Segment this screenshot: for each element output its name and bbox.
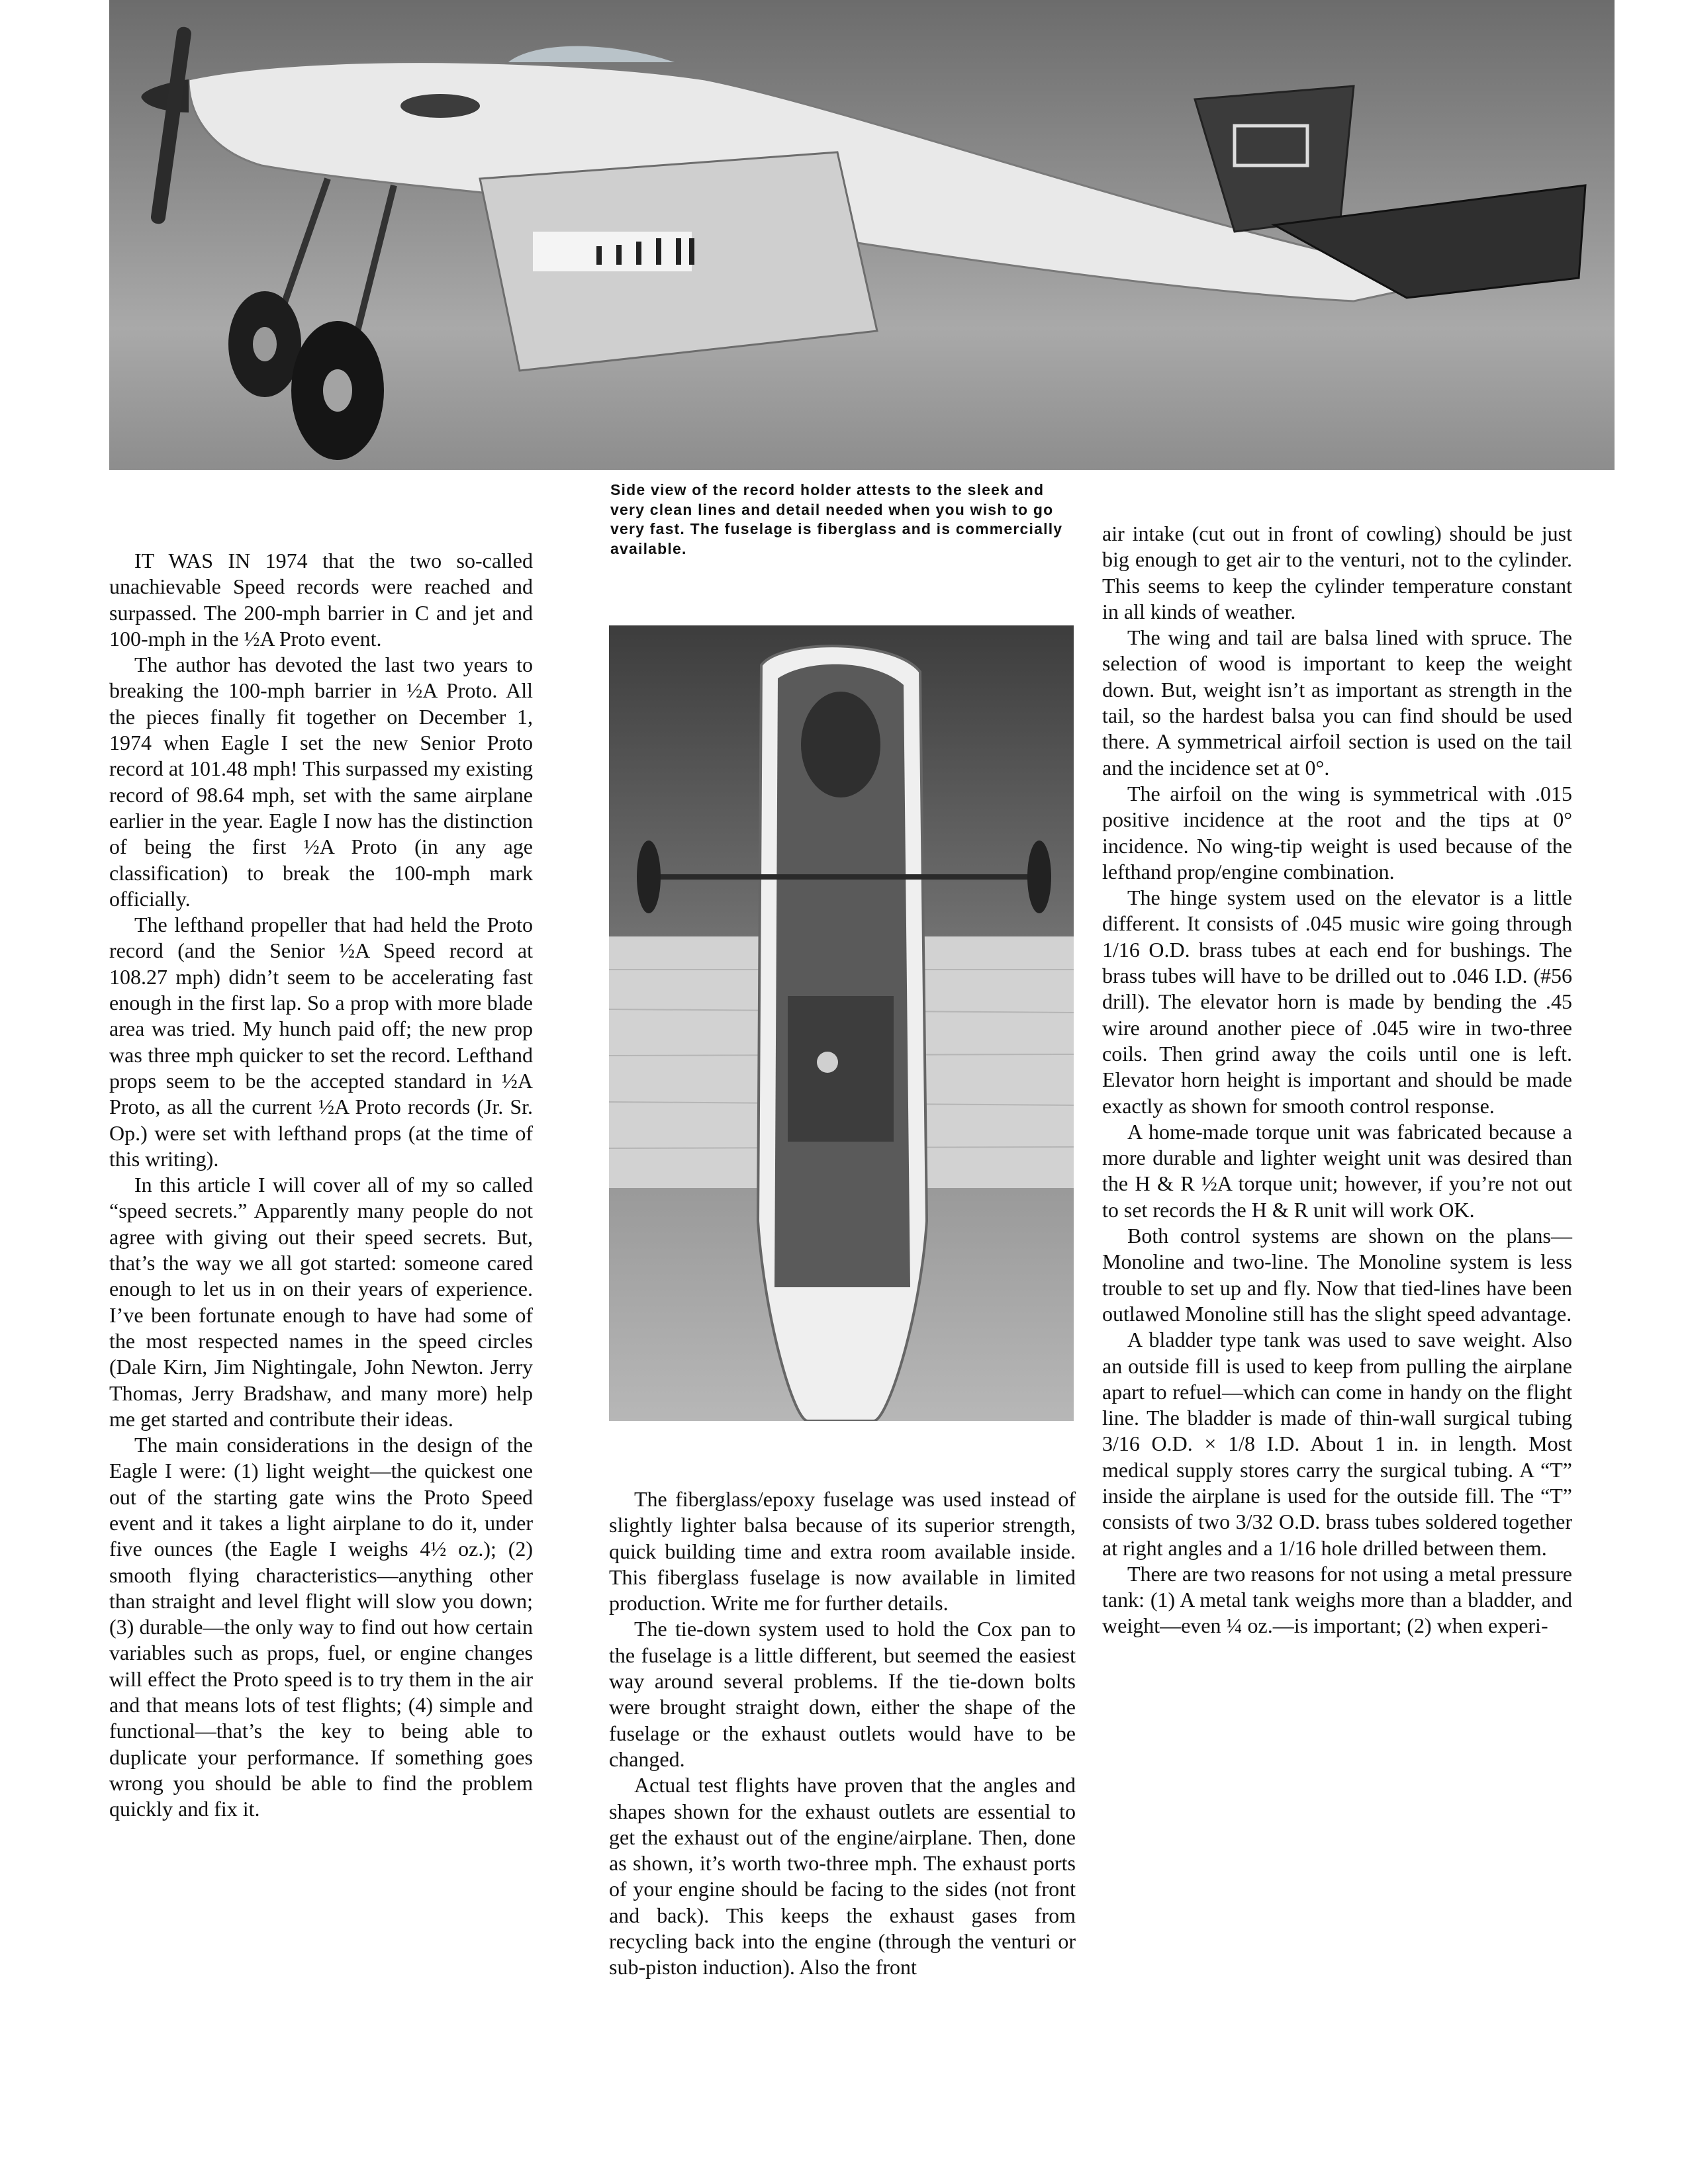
paragraph: The author has devoted the last two years to breaking the 100-mph barrier in ½A Proto. All the pieces finally fit together on December 1, 1974 when Eagle I set the new Senior Proto record at 101.48 mph! This surpassed my existing record of 98.64 mph, set with the same airplane earlier in the year. Eagle I now has the distinction of being the first ½A Proto (in any age classification) to break the 100-mph mark officially. [109, 653, 533, 911]
paragraph: IT WAS IN 1974 that the two so-called unachievable Speed records were reached and surpassed. The 200-mph barrier in C and jet and 100-mph in the ½A Proto event. [109, 549, 533, 651]
article-column-1 [109, 548, 533, 1823]
top-photo-caption: Side view of the record holder attests to the sleek and very clean lines and detail needed when you wish to go very fast. The fuselage is fiberglass and is commercially available. [610, 481, 1063, 557]
article-column-3 [1102, 521, 1572, 1639]
paragraph: The tie-down system used to hold the Cox pan to the fuselage is a little different, but seemed the easiest way around several problems. If the tie-down bolts were brought straight down, either the shape of the fuselage or the exhaust outlets would have to be changed. [609, 1617, 1076, 1771]
paragraph: The main considerations in the design of the Eagle I were: (1) light weight—the quickest one out of the starting gate wins the Proto Speed event and it takes a light airplane to do it, under five ounces (the Eagle I weighs 4½ oz.); (2) smooth flying characteristics—anything other than straight and level flight will slow you down; (3) durable—the only way to find out how certain variables such as props, fuel, or engine changes will effect the Proto speed is to try them in the air and that means lots of test flights; (4) simple and functional—that’s the key to being able to duplicate your performance. If something goes wrong you should be able to find the problem quickly and fix it. [109, 1433, 533, 1821]
paragraph: Both control systems are shown on the plans—Monoline and two-line. The Monoline system is less trouble to set up and fly. Now that tied-lines have been outlawed Monoline still has the slight speed advantage. [1102, 1224, 1572, 1326]
paragraph: The hinge system used on the elevator is a little different. It consists of .045 music wire going through 1/16 O.D. brass tubes at each end for bushings. The brass tubes will have to be drilled out to .046 I.D. (#56 drill). The elevator horn is made by bending the .45 wire around another piece of .045 wire in two-three coils. Then grind away the coils until one is left. Elevator horn height is important and should be made exactly as shown for smooth control response. [1102, 886, 1572, 1118]
fuselage-illustration [609, 625, 1074, 1421]
airplane-side-view-photo [109, 0, 1615, 470]
paragraph: air intake (cut out in front of cowling) should be just big enough to get air to the venturi, not to the cylinder. This seems to keep the cylinder temperature constant in all kinds of weather. [1102, 522, 1572, 623]
article-column-2 [609, 1486, 1076, 1981]
paragraph: A bladder type tank was used to save weight. Also an outside fill is used to keep from pulling the airplane apart to refuel—which can come in handy on the flight line. The bladder is made of thin-wall surgical tubing 3/16 O.D. × 1/8 I.D. About 1 in. in length. Most medical supply stores carry the surgical tubing. A “T” inside the airplane is used for the outside fill. The “T” consists of two 3/32 O.D. brass tubes soldered together at right angles and a 1/16 hole drilled between them. [1102, 1328, 1572, 1560]
paragraph: In this article I will cover all of my so called “speed secrets.” Apparently many people do not agree with giving out their speed secrets. But, that’s the way we all got started: someone cared enough to let us in on their years of experience. I’ve been fortunate enough to have had some of the most respected names in the speed circles (Dale Kirn, Jim Nightingale, John Newton. Jerry Thomas, Jerry Bradshaw, and many more) help me get started and contribute their ideas. [109, 1173, 533, 1431]
fuselage-interior-photo [609, 625, 1074, 1421]
airplane-illustration [109, 0, 1615, 470]
paragraph: There are two reasons for not using a metal pressure tank: (1) A metal tank weighs more than a bladder, and weight—even ¼ oz.—is important; (2) when experi- [1102, 1561, 1572, 1638]
paragraph: The lefthand propeller that had held the Proto record (and the Senior ½A Speed record at 108.27 mph) didn’t seem to be accelerating fast enough in the first lap. So a prop with more blade area was tried. My hunch paid off; the new prop was three mph quicker to set the record. Lefthand props seem to be the accepted standard in ½A Proto, as all the current ½A Proto records (Jr. Sr. Op.) were set with lefthand props (at the time of this writing). [109, 913, 533, 1171]
paragraph: The airfoil on the wing is symmetrical with .015 positive incidence at the root and the tips at 0° incidence. No wing-tip weight is used because of the lefthand prop/engine combination. [1102, 781, 1572, 884]
paragraph: The fiberglass/epoxy fuselage was used instead of slightly lighter balsa because of its superior strength, quick building time and extra room available inside. This fiberglass fuselage is now available in limited production. Write me for further details. [609, 1487, 1076, 1615]
paragraph: Actual test flights have proven that the angles and shapes shown for the exhaust outlets are essential to get the exhaust out of the engine/airplane. Then, done as shown, it’s worth two-three mph. The exhaust ports of your engine should be facing to the sides (not front and back). This keeps the exhaust gases from recycling back into the engine (through the venturi or sub-piston induction). Also the front [609, 1773, 1076, 1979]
paragraph: The wing and tail are balsa lined with spruce. The selection of wood is important to keep the weight down. But, weight isn’t as important as strength in the tail, so the hardest balsa you can find should be used there. A symmetrical airfoil section is used on the tail and the incidence set at 0°. [1102, 625, 1572, 780]
paragraph: A home-made torque unit was fabricated because a more durable and lighter weight unit was desired than the H & R ½A torque unit; however, if you’re not out to set records the H & R unit will work OK. [1102, 1119, 1572, 1222]
